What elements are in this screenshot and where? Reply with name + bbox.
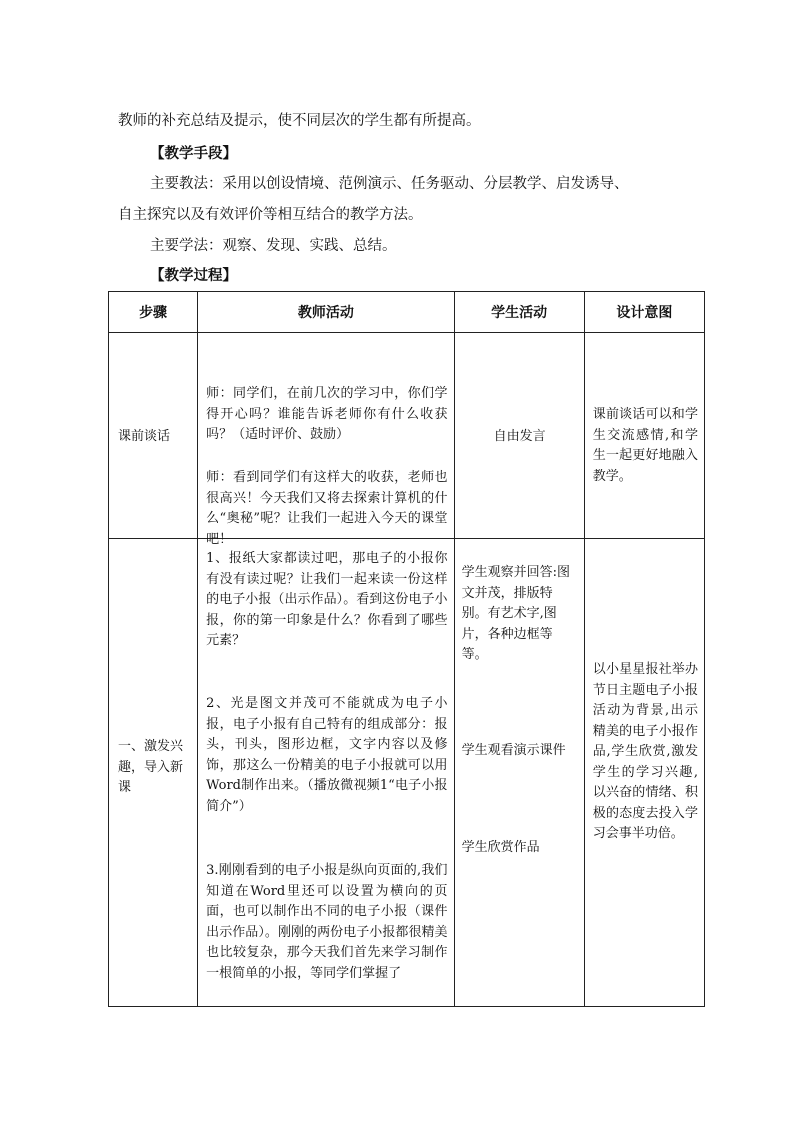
teacher-text: 2、光是图文并茂可不能就成为电子小报，电子小报有自己特有的组成部分：报头，刊头，图形边框，文字内容以及修饰，那这么一份精美的电子小报就可以用Word制作出来。（播放微视频1“电子小报简介”） [206, 696, 448, 814]
step-label: 课前谈话 [118, 429, 171, 444]
teaching-process-table [108, 291, 705, 1007]
header-teacher-activity: 教师活动 [198, 292, 454, 333]
intent-text: 课前谈话可以和学生交流感情,和学生一起更好地融入教学。 [592, 407, 698, 484]
header-design-intent: 设计意图 [584, 292, 704, 333]
teacher-text: 3.刚刚看到的电子小报是纵向页面的,我们知道在Word里还可以设置为横向的页面，也可以制作出不同的电子小报（课件出示作品）。刚刚的两份电子小报都很精美也比较复杂，那今天我们首先来学习制作一根简单的小报，等同学们掌握了 [206, 863, 448, 981]
student-cell [454, 539, 584, 1007]
paragraph-summary: 教师的补充总结及提示，使不同层次的学生都有所提高。 [118, 113, 481, 129]
student-text: 学生观察并回答:图文并茂，排版特别。有艺术字,图片，各种边框等等。 [461, 565, 570, 662]
intent-cell [584, 539, 704, 1007]
teacher-cell [198, 333, 454, 547]
paragraph-learning-methods: 主要学法：观察、发现、实践、总结。 [150, 238, 397, 254]
table-row [109, 333, 705, 539]
step-cell [109, 539, 198, 1007]
teacher-text: 师：看到同学们有这样大的收获，老师也很高兴！今天我们又将去探索计算机的什么“奥秘”呢？让我们一起进入今天的课堂吧！ [206, 470, 448, 547]
paragraph-methods-line2: 自主探究以及有效评价等相互结合的教学方法。 [118, 207, 423, 223]
teacher-cell [198, 539, 454, 1007]
header-student-activity: 学生活动 [454, 292, 584, 333]
heading-teaching-means: 【教学手段】 [150, 145, 237, 162]
header-step: 步骤 [109, 292, 198, 333]
paragraph-methods-line1: 主要教法：采用以创设情境、范例演示、任务驱动、分层教学、启发诱导、 [150, 176, 629, 192]
intent-text: 以小星星报社举办节日主题电子小报活动为背景,出示精美的电子小报作品,学生欣赏,激发学生的学习兴趣,以兴奋的情绪、积极的态度去投入学习会事半功倍。 [592, 662, 698, 841]
step-label: 一、激发兴趣，导入新课 [118, 739, 184, 795]
table-row [109, 539, 705, 1007]
teacher-text: 1、报纸大家都读过吧，那电子的小报你有没有读过呢？让我们一起来读一份这样的电子小报（出示作品）。看到这份电子小报，你的第一印象是什么？你看到了哪些元素？ [206, 551, 448, 648]
student-text: 自由发言 [493, 429, 546, 444]
step-cell [109, 333, 198, 539]
student-cell [454, 333, 584, 539]
intent-cell [584, 333, 704, 539]
student-text: 学生观看演示课件 [461, 743, 566, 758]
student-text: 学生欣赏作品 [461, 840, 540, 855]
heading-teaching-process: 【教学过程】 [150, 267, 237, 284]
table-header-row [109, 292, 705, 333]
teacher-text: 师：同学们，在前几次的学习中，你们学得开心吗？谁能告诉老师你有什么收获吗？（适时评价、鼓励） [206, 386, 448, 442]
